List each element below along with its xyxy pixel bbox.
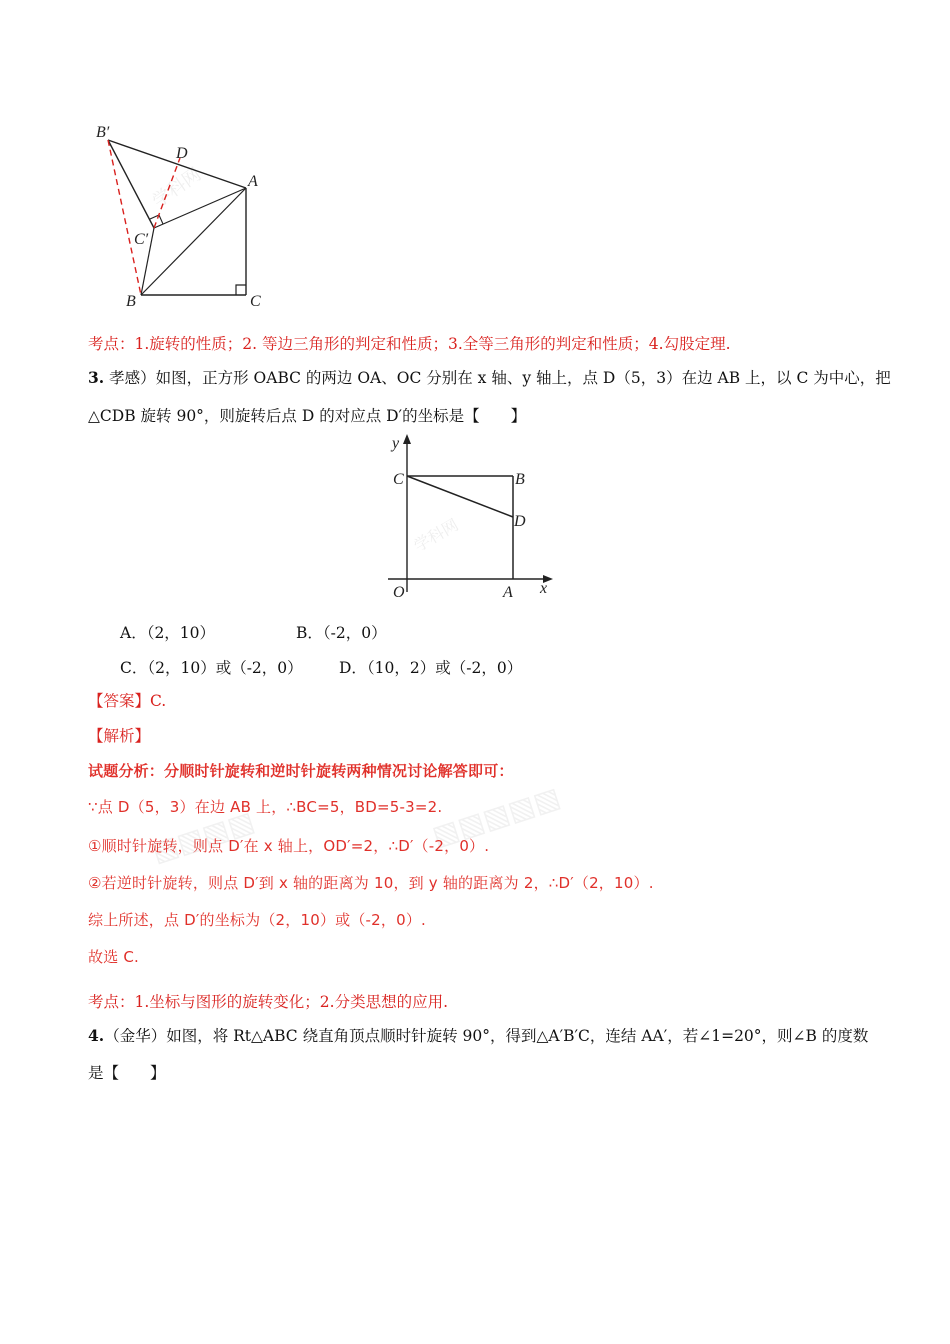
label-x: x [540, 580, 548, 597]
watermark: ▧▧▧▧ [147, 804, 259, 869]
analysis-line-2: ∵点 D（5，3）在边 AB 上，∴BC=5，BD=5-3=2. [88, 798, 443, 816]
analysis-line-4: ②若逆时针旋转，则点 D′到 x 轴的距离为 10，到 y 轴的距离为 2，∴D′（2，10）. [88, 874, 654, 892]
label-c: C [393, 471, 404, 488]
q3-option-a: A．（2，10） [120, 624, 216, 642]
q2-kaodian: 考点：1.旋转的性质；2. 等边三角形的判定和性质；3.全等三角形的判定和性质；4.勾股定理. [88, 335, 731, 353]
label-c-prime: C′ [134, 231, 149, 248]
q3-option-b: B．（-2，0） [296, 624, 387, 642]
label-d: D [176, 145, 188, 162]
label-y: y [392, 435, 400, 452]
dashed-bprime-b [108, 140, 141, 295]
label-b: B [126, 293, 136, 310]
square-figure-q3 [378, 432, 563, 602]
q4-number: 4. [88, 1026, 105, 1045]
q3-number: 3. [88, 368, 105, 387]
q3-stem-text: 孝感）如图，正方形 OABC 的两边 OA、OC 分别在 x 轴、y 轴上，点 D（5，3）在边 AB 上，以 C 为中心，把 [104, 369, 891, 387]
label-c: C [250, 293, 261, 310]
label-b-prime: B′ [96, 124, 110, 141]
svg-text:学科网: 学科网 [411, 516, 462, 556]
q3-answer: 【答案】C. [88, 692, 167, 710]
label-d: D [514, 513, 526, 530]
q3-stem-line2: △CDB 旋转 90°，则旋转后点 D 的对应点 D′的坐标是【 】 [88, 407, 527, 425]
svg-text:学科网: 学科网 [148, 163, 205, 212]
q3-option-c: C．（2，10）或（-2，0） [120, 659, 303, 677]
q3-stem-line1 [88, 367, 891, 389]
q3-analysis-title: 【解析】 [88, 727, 151, 745]
q4-stem-line1 [88, 1025, 868, 1047]
q3-option-d: D．（10，2）或（-2，0） [339, 659, 523, 677]
rotation-figure-q2 [88, 118, 288, 313]
q4-stem-line2: 是【 】 [88, 1064, 166, 1082]
watermark: ▧▧▧▧▧ [428, 780, 565, 853]
q4-stem-text: （金华）如图，将 Rt△ABC 绕直角顶点顺时针旋转 90°，得到△A′B′C，连结 AA′，若∠1=20°，则∠B 的度数 [104, 1027, 869, 1045]
y-axis-arrow [403, 434, 411, 444]
label-a: A [248, 173, 258, 190]
analysis-line-3: ①顺时针旋转，则点 D′在 x 轴上，OD′=2，∴D′（-2，0）. [88, 837, 490, 855]
segment-cd [407, 476, 513, 517]
q3-kaodian: 考点：1.坐标与图形的旋转变化；2.分类思想的应用. [88, 993, 449, 1011]
analysis-line-5: 综上所述，点 D′的坐标为（2，10）或（-2，0）. [88, 911, 427, 929]
label-o: O [393, 584, 405, 601]
label-a: A [503, 584, 513, 601]
label-b: B [515, 471, 525, 488]
analysis-line-1: 试题分析：分顺时针旋转和逆时针旋转两种情况讨论解答即可： [88, 762, 514, 780]
analysis-line-6: 故选 C. [88, 948, 140, 966]
right-angle-mark-c [236, 285, 246, 295]
